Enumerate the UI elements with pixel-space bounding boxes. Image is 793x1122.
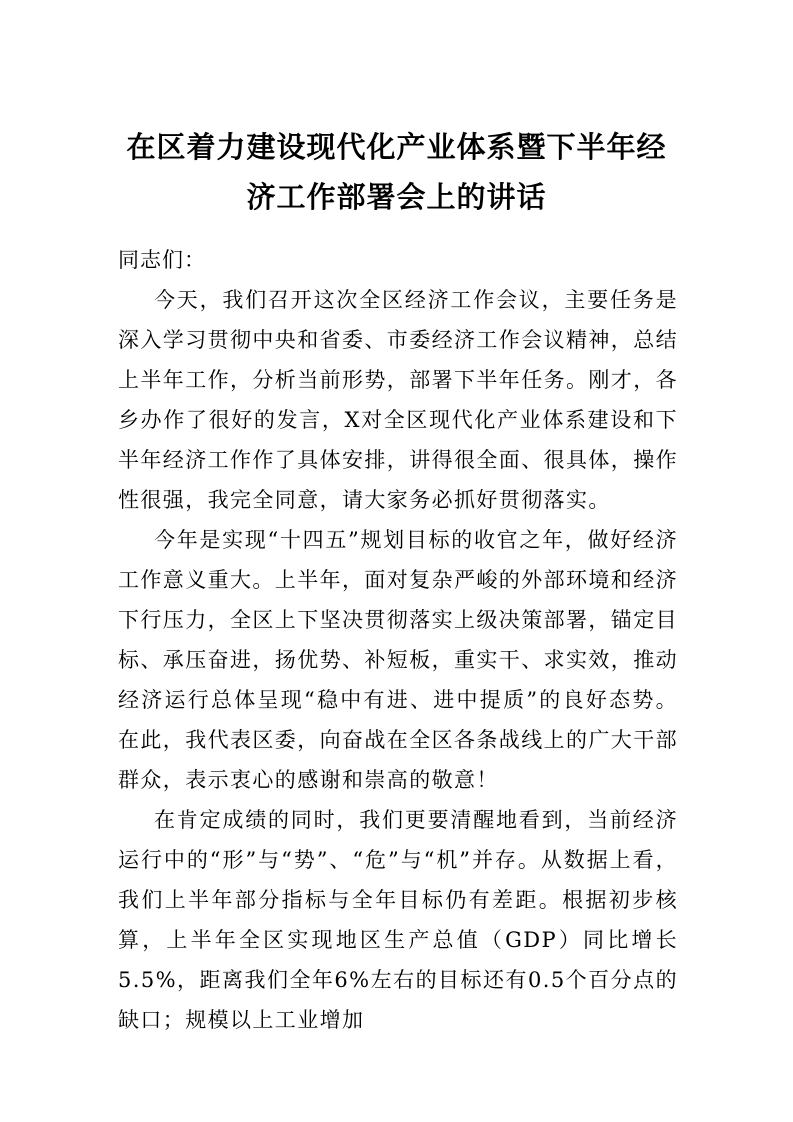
title-line-2: 济工作部署会上的讲话	[246, 180, 547, 214]
document-body	[118, 240, 678, 1040]
document-title	[110, 122, 683, 222]
paragraph-opening: 今天，我们召开这次全区经济工作会议，主要任务是深入学习贯彻中央和省委、市委经济工作会议精神，总结上半年工作，分析当前形势，部署下半年任务。刚才，各乡办作了很好的发言，X对全区现代化产业体系建设和下半年经济工作作了具体安排，讲得很全面、很具体，操作性很强，我完全同意，请大家务必抓好贯彻落实。	[118, 288, 678, 512]
paragraph-review: 今年是实现“十四五”规划目标的收官之年，做好经济工作意义重大。上半年，面对复杂严峻的外部环境和经济下行压力，全区上下坚决贯彻落实上级决策部署，锚定目标、承压奋进，扬优势、补短板，重实干、求实效，推动经济运行总体呈现“稳中有进、进中提质”的良好态势。在此，我代表区委，向奋战在全区各条战线上的广大干部群众，表示衷心的感谢和崇高的敬意！	[118, 528, 678, 792]
paragraph-challenges: 在肯定成绩的同时，我们更要清醒地看到，当前经济运行中的“形”与“势”、“危”与“机”并存。从数据上看，我们上半年部分指标与全年目标仍有差距。根据初步核算，上半年全区实现地区生产总值（GDP）同比增长5.5%，距离我们全年6%左右的目标还有0.5个百分点的缺口；规模以上工业增加	[118, 808, 678, 1032]
title-line-1: 在区着力建设现代化产业体系暨下半年经	[126, 130, 667, 164]
salutation: 同志们：	[118, 248, 206, 272]
